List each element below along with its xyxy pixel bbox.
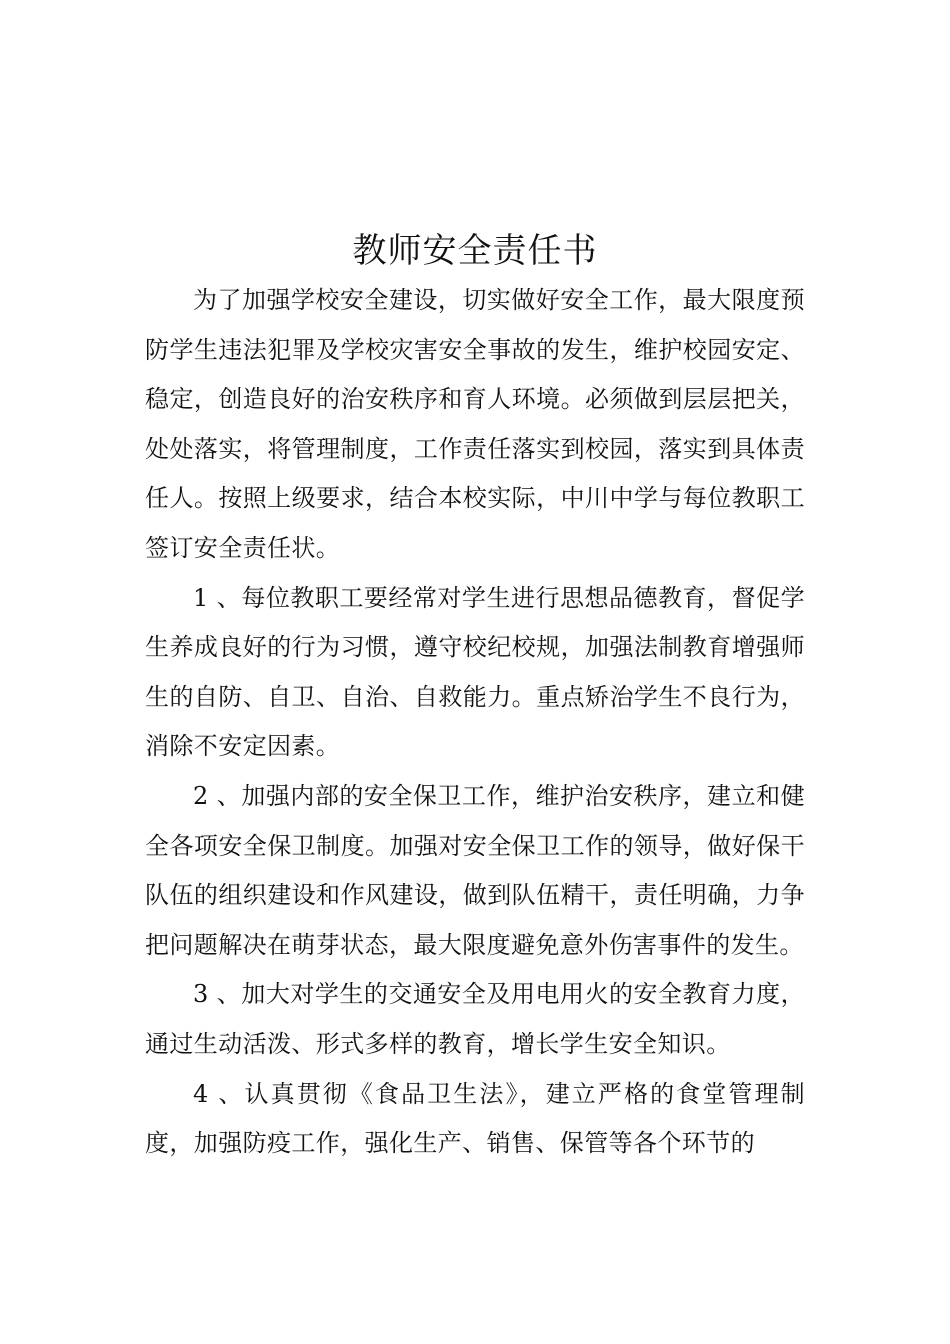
clause-4-paragraph: 4 、认真贯彻《食品卫生法》，建立严格的食堂管理制度，加强防疫工作，强化生产、销售、保管等各个环节的	[145, 1079, 805, 1158]
clause-2-paragraph: 2 、加强内部的安全保卫工作，维护治安秩序，建立和健全各项安全保卫制度。加强对安全保卫工作的领导，做好保干队伍的组织建设和作风建设，做到队伍精干，责任明确，力争把问题解决在萌芽状态，最大限度避免意外伤害事件的发生。	[145, 781, 805, 959]
document-body	[145, 276, 805, 1169]
clause-3-paragraph: 3 、加大对学生的交通安全及用电用火的安全教育力度，通过生动活泼、形式多样的教育，增长学生安全知识。	[145, 980, 805, 1058]
document-title: 教师安全责任书	[352, 231, 598, 271]
clause-1-paragraph: 1 、每位教职工要经常对学生进行思想品德教育，督促学生养成良好的行为习惯，遵守校纪校规，加强法制教育增强师生的自防、自卫、自治、自救能力。重点矫治学生不良行为，消除不安定因素。	[145, 583, 805, 761]
intro-paragraph: 为了加强学校安全建设，切实做好安全工作，最大限度预防学生违法犯罪及学校灾害安全事故的发生，维护校园安定、稳定，创造良好的治安秩序和育人环境。必须做到层层把关，处处落实，将管理制度，工作责任落实到校园，落实到具体责任人。按照上级要求，结合本校实际，中川中学与每位教职工签订安全责任状。	[145, 286, 805, 562]
